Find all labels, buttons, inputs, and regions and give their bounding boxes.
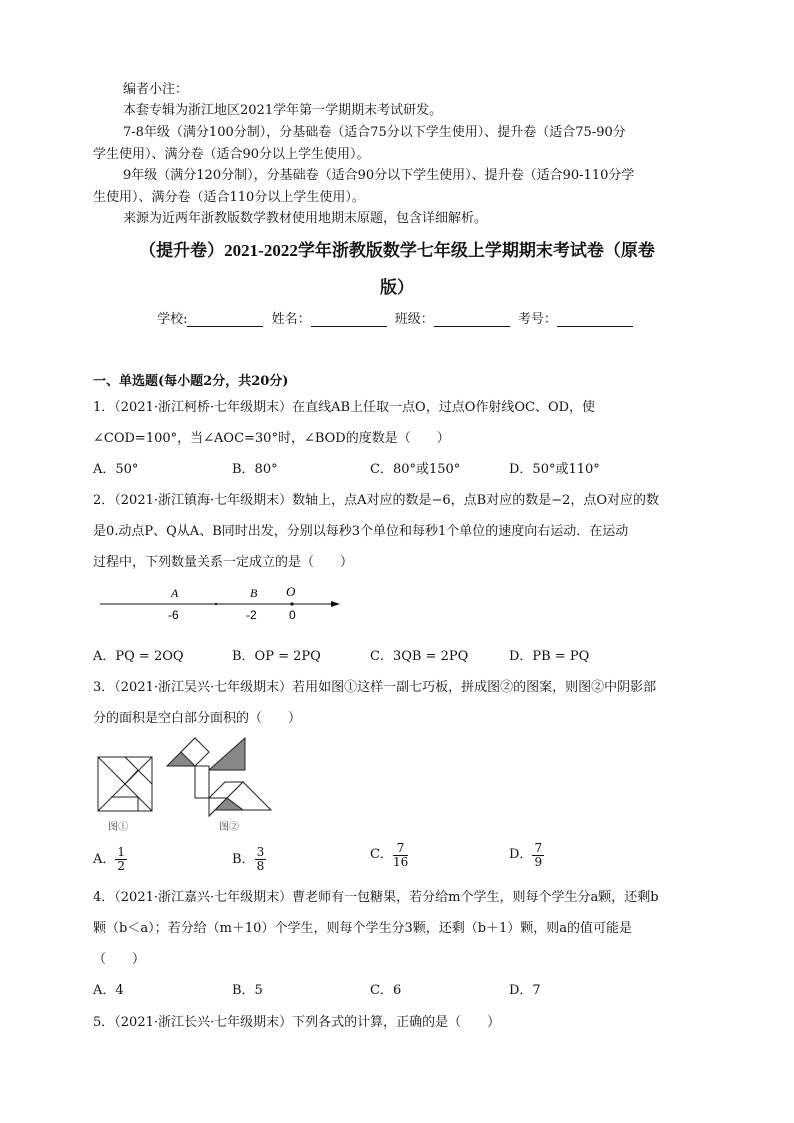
question-4-text: 4．（2021·浙江嘉兴·七年级期末）曹老师有一包糖果，若分给m个学生，则每个学生分a颗，还剩b [93, 890, 659, 905]
class-label: 班级： [394, 312, 434, 327]
school-field[interactable] [187, 314, 263, 327]
school-label: 学校: [157, 312, 188, 327]
q4-option-d: D．7 [509, 983, 541, 998]
question-5-text: 5．（2021·浙江长兴·七年级期末）下列各式的计算，正确的是（ ） [93, 1015, 501, 1030]
question-3-text: 分的面积是空白部分面积的（ ） [93, 711, 302, 726]
question-2-text: 是0.动点P、Q从A、B同时出发，分别以每秒3个单位和每秒1个单位的速度向右运动．在运动 [93, 524, 629, 539]
name-field[interactable] [311, 314, 387, 327]
figure-2-caption: 图② [219, 822, 239, 833]
axis-value-o: 0 [289, 608, 296, 622]
question-1-text: ∠COD=100°，当∠AOC=30°时，∠BOD的度数是（ ） [93, 431, 450, 446]
page-title: （提升卷）2021-2022学年浙教版数学七年级上学期期末考试卷（原卷 [139, 241, 655, 260]
q1-option-c: C．80°或150° [370, 462, 461, 477]
q1-option-a: A．50° [93, 462, 139, 477]
figure-1-caption: 图① [108, 822, 128, 833]
axis-label-o: O [286, 584, 296, 599]
q2-option-d: D．PB = PQ [509, 649, 590, 664]
q2-option-a: A．PQ = 2OQ [93, 649, 184, 664]
question-4-text: 颗（b＜a）；若分给（m＋10）个学生，则每个学生分3颗，还剩（b＋1）颗，则a的值可能是 [93, 921, 633, 936]
question-2-text: 2．（2021·浙江镇海·七年级期末）数轴上，点A对应的数是−6，点B对应的数是−2，点O对应的数 [93, 493, 660, 508]
question-1-text: 1．（2021·浙江柯桥·七年级期末）在直线AB上任取一点O，过点O作射线OC、OD，使 [93, 400, 596, 415]
note-heading: 编者小注： [123, 82, 189, 97]
q4-option-b: B．5 [232, 983, 263, 998]
question-4-text: （ ） [93, 952, 146, 967]
number-label: 考号： [517, 312, 557, 327]
note-line: 本套专辑为浙江地区2021学年第一学期期末考试研发。 [123, 103, 443, 118]
number-line-figure [98, 583, 348, 623]
axis-label-a: A [171, 586, 179, 600]
name-label: 姓名： [271, 312, 311, 327]
axis-value-a: -6 [168, 608, 179, 622]
note-line: 生使用）、满分卷（适合110分以上学生使用）。 [93, 190, 365, 205]
section-heading: 一、单选题(每小题2分，共20分) [93, 374, 289, 389]
question-3-text: 3．（2021·浙江吴兴·七年级期末）若用如图①这样一副七巧板，拼成图②的图案，则图②中阴影部 [93, 680, 657, 695]
question-2-text: 过程中，下列数量关系一定成立的是（ ） [93, 555, 354, 570]
note-line: 7-8年级（满分100分制），分基础卷（适合75分以下学生使用）、提升卷（适合75-90分 [123, 125, 626, 140]
q3-option-d: D． $\frac{7}{9}$ [509, 841, 543, 869]
student-info-line [0, 308, 794, 327]
q2-option-c: C．3QB = 2PQ [370, 649, 469, 664]
q1-option-d: D．50°或110° [509, 462, 600, 477]
note-line: 来源为近两年浙教版数学教材使用地期末原题，包含详细解析。 [123, 211, 488, 226]
q4-option-a: A．4 [93, 983, 124, 998]
note-line: 9年级（满分120分制），分基础卷（适合90分以下学生使用）、提升卷（适合90-110分学 [123, 168, 635, 183]
axis-value-b: -2 [246, 608, 257, 622]
tangram-figure-1 [96, 755, 156, 835]
q3-option-c: C． $\frac{7}{16}$ [370, 841, 409, 869]
page-title-cont: 版） [380, 278, 414, 297]
note-line: 学生使用）、满分卷（适合90分以上学生使用）。 [93, 147, 370, 162]
q3-option-a: A． $\frac{1}{2}$ [93, 845, 126, 873]
q3-option-b: B． $\frac{3}{8}$ [232, 845, 265, 873]
q2-option-b: B．OP = 2PQ [232, 649, 321, 664]
q4-option-c: C．6 [370, 983, 402, 998]
class-field[interactable] [434, 314, 510, 327]
axis-label-b: B [250, 586, 258, 600]
tangram-figure-2 [165, 736, 275, 836]
q1-option-b: B．80° [232, 462, 278, 477]
number-field[interactable] [557, 314, 633, 327]
